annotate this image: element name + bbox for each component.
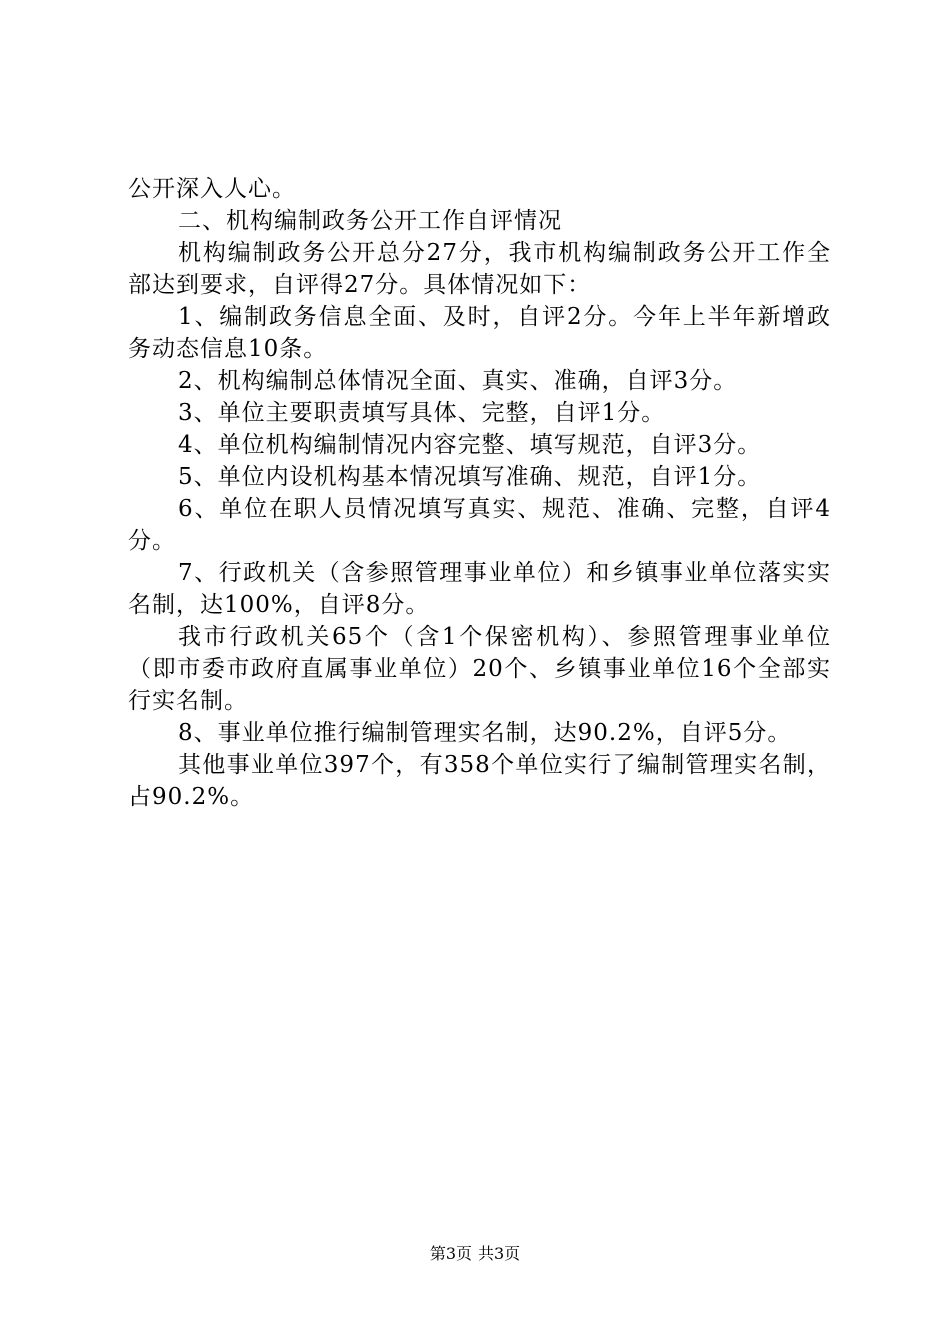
list-item-6: 6、单位在职人员情况填写真实、规范、准确、完整，自评4分。 bbox=[128, 496, 831, 554]
list-item-2: 2、机构编制总体情况全面、真实、准确，自评3分。 bbox=[178, 368, 738, 394]
paragraph-detail-7: 我市行政机关65个（含1个保密机构）、参照管理事业单位（即市委市政府直属事业单位）20个、乡镇事业单位16个全部实行实名制。 bbox=[128, 624, 831, 714]
paragraph-summary: 机构编制政务公开总分27分，我市机构编制政务公开工作全部达到要求，自评得27分。具体情况如下： bbox=[128, 240, 831, 298]
list-item-3: 3、单位主要职责填写具体、完整，自评1分。 bbox=[178, 400, 666, 426]
list-item-1: 1、编制政务信息全面、及时，自评2分。今年上半年新增政务动态信息10条。 bbox=[128, 304, 831, 362]
list-item-8: 8、事业单位推行编制管理实名制，达90.2%，自评5分。 bbox=[178, 720, 792, 746]
list-item-4: 4、单位机构编制情况内容完整、填写规范，自评3分。 bbox=[178, 432, 762, 458]
page-number-total: 共3页 bbox=[478, 1244, 521, 1263]
list-item-5: 5、单位内设机构基本情况填写准确、规范，自评1分。 bbox=[178, 464, 762, 490]
paragraph-continuation: 公开深入人心。 bbox=[128, 176, 296, 202]
page-number-current: 第3页 bbox=[429, 1244, 472, 1263]
paragraph-detail-8: 其他事业单位397个，有358个单位实行了编制管理实名制，占90.2%。 bbox=[128, 752, 831, 810]
page-footer bbox=[0, 1243, 950, 1265]
document-body bbox=[128, 173, 831, 813]
list-item-7: 7、行政机关（含参照管理事业单位）和乡镇事业单位落实实名制，达100%，自评8分。 bbox=[128, 560, 831, 618]
section-heading: 二、机构编制政务公开工作自评情况 bbox=[178, 208, 562, 234]
